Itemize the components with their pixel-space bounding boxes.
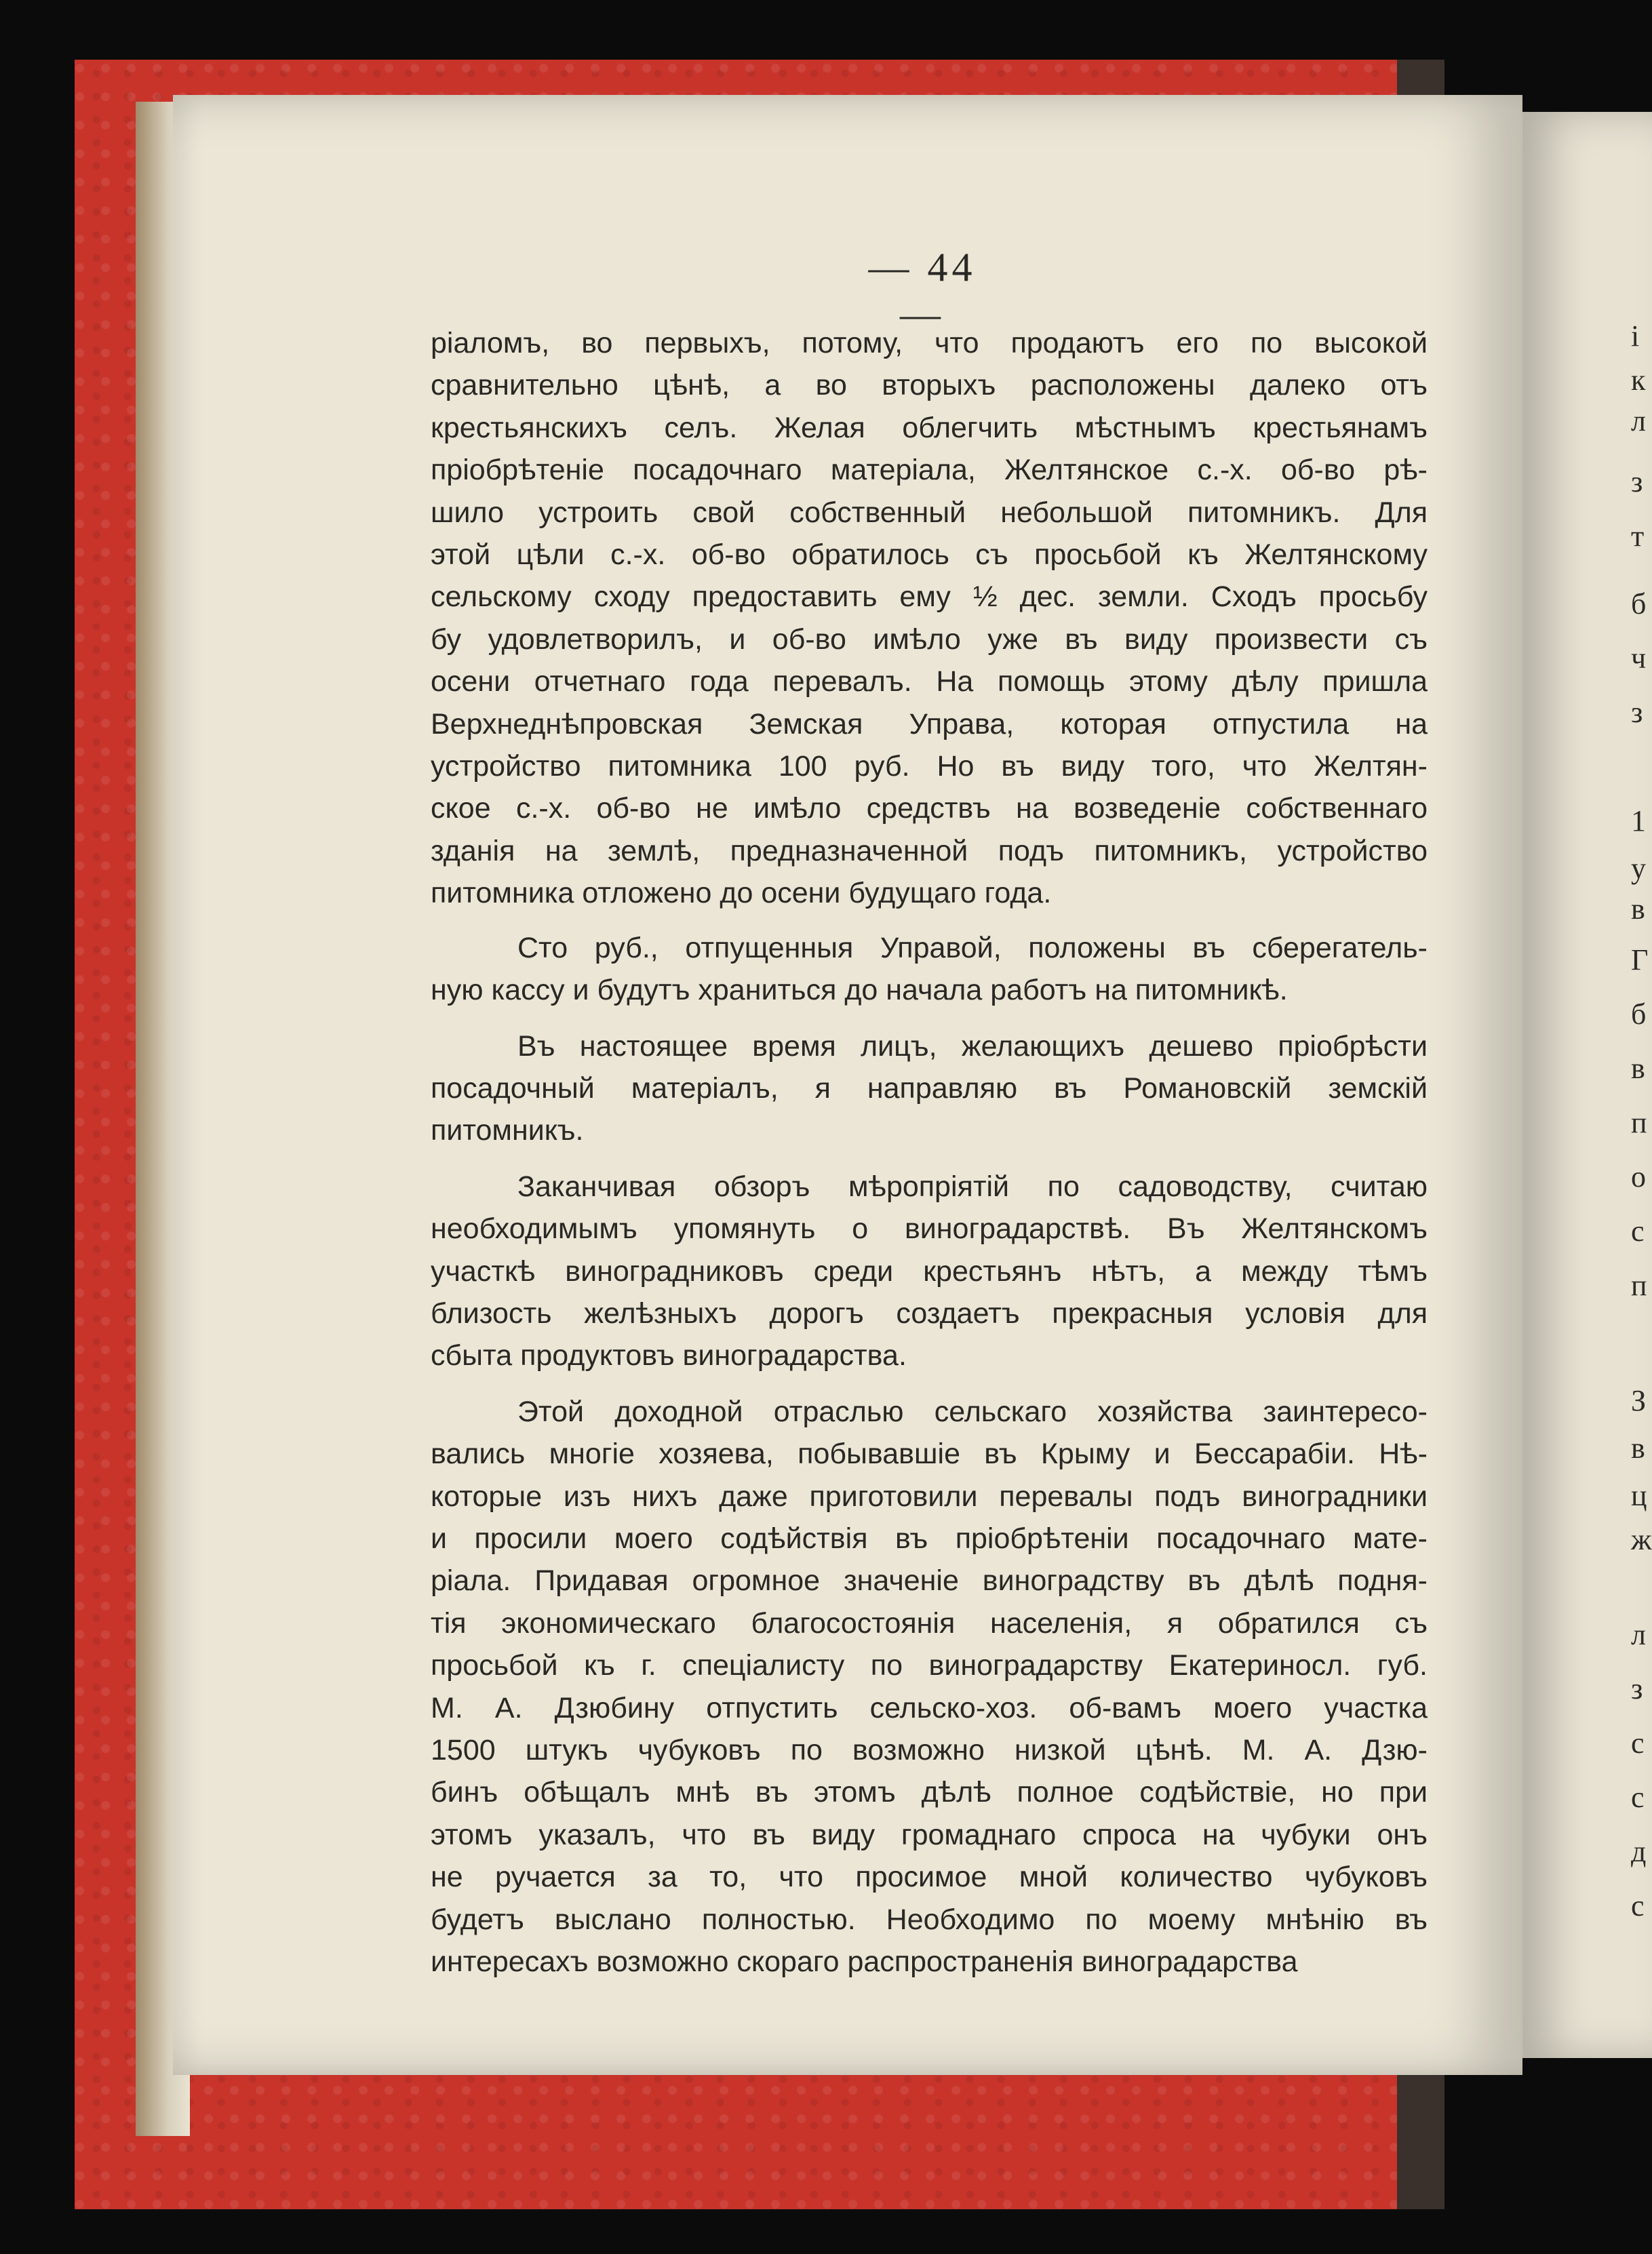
- adjacent-page-letter: б: [1631, 997, 1647, 1031]
- adjacent-page-letter: с: [1631, 1889, 1645, 1922]
- text-line: 1500 штукъ чубуковъ по возможно низкой цѣнѣ. М. А. Дзю-: [431, 1734, 1428, 1766]
- text-line: бу удовлетворилъ, и об-во имѣло уже въ виду произвести съ: [431, 622, 1428, 656]
- text-line: бинъ обѣщалъ мнѣ въ этомъ дѣлѣ полное содѣйствіе, но при: [431, 1776, 1428, 1809]
- adjacent-page-letter: д: [1631, 1835, 1647, 1868]
- adjacent-page-letter: с: [1631, 1781, 1645, 1814]
- adjacent-page-letter: в: [1631, 892, 1645, 926]
- text-line: питомникъ.: [431, 1114, 584, 1147]
- adjacent-page-letter: з: [1631, 696, 1643, 729]
- adjacent-page-letter: о: [1631, 1160, 1646, 1193]
- paragraph: [431, 1025, 1428, 1152]
- adjacent-page-letter: к: [1631, 363, 1646, 397]
- text-line: сельскому сходу предоставить ему ½ дес. земли. Сходъ просьбу: [431, 580, 1428, 614]
- text-line: сбыта продуктовъ виноградарства.: [431, 1339, 907, 1372]
- text-line: ную кассу и будутъ храниться до начала работъ на питомникѣ.: [431, 974, 1288, 1007]
- adjacent-page-letter: т: [1631, 519, 1645, 553]
- text-line: этомъ указалъ, что въ виду громаднаго спроса на чубуки онъ: [431, 1818, 1428, 1851]
- text-line: необходимымъ упомянуть о виноградарствѣ. Въ Желтянскомъ: [431, 1212, 1428, 1246]
- text-line: будетъ выслано полностью. Необходимо по моему мнѣнію въ: [431, 1903, 1428, 1936]
- text-line: тія экономическаго благосостоянія населенія, я обратился съ: [431, 1606, 1428, 1640]
- text-line: не ручается за то, что просимое мной количество чубуковъ: [431, 1861, 1428, 1894]
- text-line: пріобрѣтеніе посадочнаго матеріала, Желтянское с.-х. об-во рѣ-: [431, 454, 1428, 487]
- paragraph: [431, 1166, 1428, 1377]
- text-line: зданія на землѣ, предназначенной подъ питомникъ, устройство: [431, 834, 1428, 867]
- text-line: крестьянскихъ селъ. Желая облегчить мѣстнымъ крестьянамъ: [431, 411, 1428, 444]
- adjacent-page-letter: ц: [1631, 1479, 1647, 1512]
- adjacent-page-letter: п: [1631, 1106, 1647, 1139]
- adjacent-page-letter: п: [1631, 1269, 1647, 1302]
- text-line: осени отчетнаго года перевалъ. На помощь этому дѣлу пришла: [431, 665, 1428, 698]
- adjacent-page-letter: у: [1631, 852, 1646, 885]
- text-line: которые изъ нихъ даже приготовили перевалы подъ виноградники: [431, 1480, 1428, 1513]
- text-line: Въ настоящее время лицъ, желающихъ дешево пріобрѣсти: [517, 1029, 1428, 1063]
- paragraph: [431, 1391, 1428, 1983]
- text-line: участкѣ виноградниковъ среди крестьянъ нѣтъ, а между тѣмъ: [431, 1254, 1428, 1288]
- adjacent-page-letter: в: [1631, 1431, 1645, 1465]
- adjacent-page-letter: ч: [1631, 641, 1647, 675]
- text-line: посадочный матеріалъ, я направляю въ Романовскій земскій: [431, 1071, 1428, 1105]
- paragraph: [431, 322, 1428, 915]
- adjacent-page-letter: с: [1631, 1726, 1645, 1760]
- text-line: Сто руб., отпущенныя Управой, положены въ сберегатель-: [517, 931, 1428, 964]
- page-body-text: [431, 322, 1428, 1996]
- adjacent-page-letter: ж: [1631, 1523, 1652, 1556]
- adjacent-page-letter: с: [1631, 1214, 1645, 1248]
- text-line: Заканчивая обзоръ мѣропріятій по садоводству, считаю: [517, 1170, 1428, 1203]
- page-number: — 44 —: [868, 245, 977, 336]
- text-line: устройство питомника 100 руб. Но въ виду того, что Желтян-: [431, 750, 1428, 783]
- text-line: и просили моего содѣйствія въ пріобрѣтеніи посадочнаго мате-: [431, 1522, 1428, 1555]
- adjacent-page-letter: і: [1631, 319, 1640, 353]
- text-line: просьбой къ г. спеціалисту по виноградарству Екатериносл. губ.: [431, 1649, 1428, 1682]
- adjacent-page-letter: л: [1631, 404, 1646, 437]
- text-line: вались многіе хозяева, побывавшіе въ Крыму и Бессарабіи. Нѣ-: [431, 1438, 1428, 1471]
- paragraph: [431, 927, 1428, 1012]
- adjacent-page-letter: б: [1631, 587, 1647, 620]
- text-line: ріала. Придавая огромное значеніе виноградству въ дѣлѣ подня-: [431, 1564, 1428, 1598]
- adjacent-page-letter: з: [1631, 1672, 1643, 1705]
- text-line: ріаломъ, во первыхъ, потому, что продаютъ его по высокой: [431, 327, 1428, 359]
- adjacent-page-edge: [1522, 112, 1652, 2058]
- text-line: М. А. Дзюбину отпустить сельско-хоз. об-вамъ моего участка: [431, 1691, 1428, 1724]
- adjacent-page-letter: з: [1631, 465, 1643, 498]
- text-line: сравнительно цѣнѣ, а во вторыхъ расположены далеко отъ: [431, 369, 1428, 402]
- text-line: ское с.-х. об-во не имѣло средствъ на возведеніе собственнаго: [431, 792, 1428, 825]
- text-line: Верхнеднѣпровская Земская Управа, которая отпустила на: [431, 707, 1428, 740]
- text-line: шило устроить свой собственный небольшой питомникъ. Для: [431, 496, 1428, 529]
- adjacent-page-letter: З: [1631, 1384, 1647, 1417]
- adjacent-page-letter: Г: [1631, 943, 1649, 976]
- text-line: Этой доходной отраслью сельскаго хозяйства заинтересо-: [517, 1395, 1428, 1428]
- adjacent-page-letter: л: [1631, 1618, 1646, 1651]
- text-line: питомника отложено до осени будущаго года.: [431, 877, 1052, 910]
- adjacent-page-letter: в: [1631, 1052, 1645, 1085]
- adjacent-page-letter: 1: [1631, 804, 1646, 837]
- text-line: этой цѣли с.-х. об-во обратилось съ просьбой къ Желтянскому: [431, 538, 1428, 572]
- text-line: интересахъ возможно скораго распространенія виноградарства: [431, 1945, 1298, 1979]
- text-line: близость желѣзныхъ дорогъ создаетъ прекрасныя условія для: [431, 1297, 1428, 1330]
